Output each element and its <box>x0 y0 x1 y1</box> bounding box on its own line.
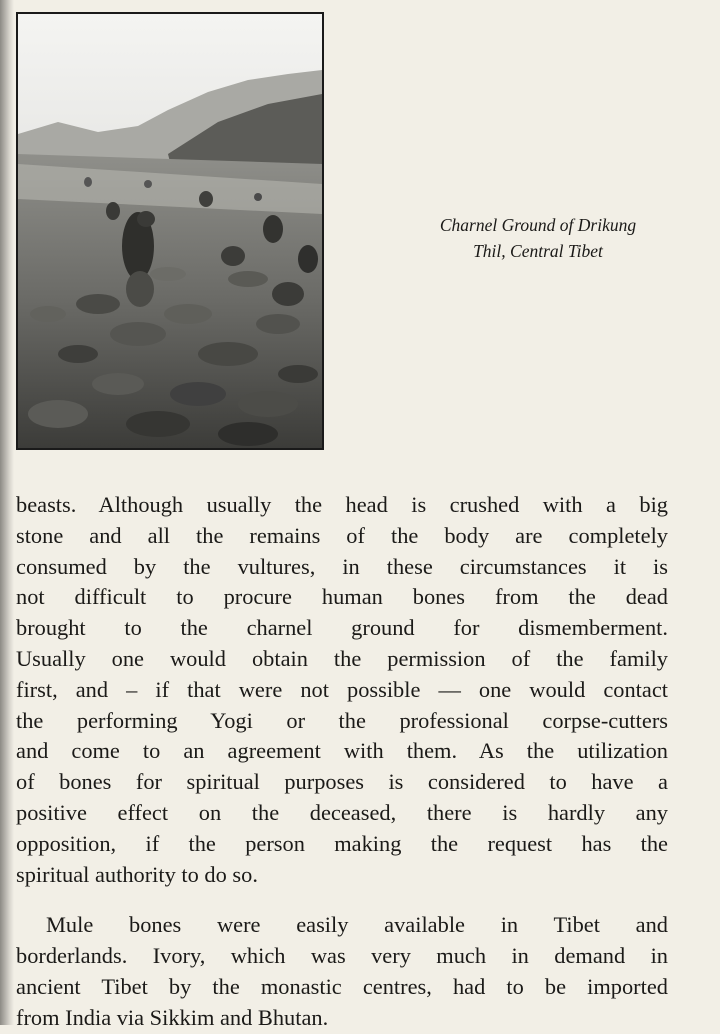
paragraph-2 <box>16 910 668 1033</box>
text-line: and come to an agreement with them. As the utilization <box>16 738 668 764</box>
charnel-ground-photo <box>16 12 324 450</box>
text-line: stone and all the remains of the body are completely <box>16 522 668 548</box>
text-line: spiritual authority to do so. <box>16 861 258 887</box>
text-line: consumed by the vultures, in these circumstances it is <box>16 553 668 579</box>
paragraph-1 <box>16 490 668 890</box>
photo-illustration <box>18 14 322 448</box>
page-gutter-shadow <box>0 0 14 1025</box>
text-line: Mule bones were easily available in Tibet and <box>46 912 668 938</box>
text-line: positive effect on the deceased, there is hardly any <box>16 799 668 825</box>
text-line: Usually one would obtain the permission of the family <box>16 645 668 671</box>
text-line: of bones for spiritual purposes is considered to have a <box>16 769 668 795</box>
text-line: beasts. Although usually the head is crushed with a big <box>16 492 668 517</box>
text-line: the performing Yogi or the professional corpse-cutters <box>16 707 668 733</box>
caption-line: Charnel Ground of Drikung <box>439 215 637 235</box>
text-line: not difficult to procure human bones from the dead <box>16 584 668 610</box>
text-line: borderlands. Ivory, which was very much in demand in <box>16 943 668 969</box>
text-line: brought to the charnel ground for dismemberment. <box>16 615 668 641</box>
figure-caption <box>376 212 700 264</box>
text-line: ancient Tibet by the monastic centres, had to be imported <box>16 973 668 999</box>
text-line: from India via Sikkim and Bhutan. <box>16 1004 329 1030</box>
text-line: first, and – if that were not possible — one would contact <box>16 676 668 702</box>
text-line: opposition, if the person making the request has the <box>16 830 668 856</box>
caption-line: Thil, Central Tibet <box>473 241 603 261</box>
body-text <box>16 490 668 1034</box>
